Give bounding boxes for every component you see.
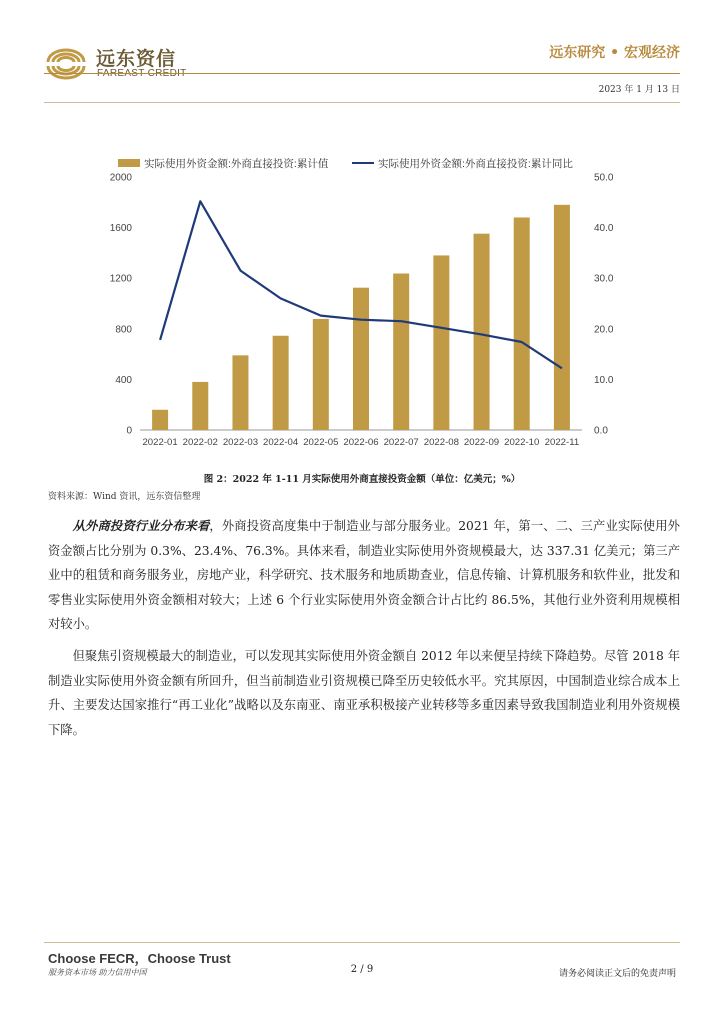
x-tick-label: 2022-02 [182,437,218,448]
y-left-tick-label: 2000 [109,172,132,184]
footer-slogan: 服务资本市场 助力信用中国 [48,968,147,977]
x-tick-label: 2022-11 [544,437,580,448]
y-left-tick-label: 1200 [109,273,132,285]
legend-label-line: 实际使用外资金额:外商直接投资:累计同比 [378,158,573,170]
figure-source: 资料来源：Wind 资讯，远东资信整理 [48,492,201,502]
figure-caption: 图 2：2022 年 1-11 月实际使用外商直接投资金额（单位：亿美元；%） [203,474,521,485]
section-title: 远东研究 • 宏观经济 [549,45,680,61]
bar-2022-04 [273,336,289,430]
paragraph-2: 但聚焦引资规模最大的制造业，可以发现其实际使用外资金额自 2012 年以来便呈持续下降趋势。尽管 2018 年制造业实际使用外资金额有所回升，但当前制造业引资规模已降至历史较低水平。究其原因，中国制造业综合成本上升、主要发达国家推行“再工业化”战略以及东南亚、南亚承积极接产业转移等多重因素导致我国制造业利用外资规模下降。 [48,649,680,737]
logo-cn-text: 远东资信 [96,48,177,70]
x-tick-label: 2022-03 [222,437,259,448]
footer-brand: Choose FECR，Choose Trust [48,951,231,966]
paragraph-1 [48,514,680,637]
x-tick-label: 2022-07 [383,437,419,448]
x-tick-label: 2022-01 [142,437,178,448]
y-right-tick-label: 30.0 [594,273,614,285]
header-divider [44,73,680,74]
bar-2022-10 [514,217,530,430]
x-tick-label: 2022-09 [463,437,500,448]
bar-2022-02 [192,382,208,430]
x-tick-label: 2022-08 [423,437,459,448]
footer-disclaimer: 请务必阅读正文后的免责声明 [558,969,676,979]
bar-2022-06 [353,288,369,430]
bar-2022-03 [232,355,248,430]
y-right-tick-label: 50.0 [594,172,614,184]
y-right-tick-label: 10.0 [594,374,614,386]
y-left-tick-label: 800 [115,324,132,336]
y-right-tick-label: 40.0 [594,223,614,235]
fareast-logo-icon [44,40,88,84]
x-tick-label: 2022-06 [343,437,379,448]
bar-2022-08 [433,255,449,430]
x-tick-label: 2022-10 [504,437,540,448]
bar-2022-05 [313,319,329,430]
x-tick-label: 2022-04 [263,437,299,448]
page-number: 2 / 9 [350,964,374,975]
fdi-chart [90,150,630,460]
company-logo [44,40,204,84]
paragraph-1-text: ，外商投资高度集中于制造业与部分服务业。2021 年，第一、二、三产业实际使用外资金额占比分别为 0.3%、23.4%、76.3%。具体来看，制造业实际使用外资规模最大，达 337.31 亿美元；第三产业中的租赁和商务服务业，房地产业，科学研究、技术服务和地质勘查业，信息传输、计算机服务和软件业，批发和零售业实际使用外资金额相对较大；上述 6 个行业实际使用外资金额合计占比约 86.5%，其他行业外资利用规模相对较小。 [48,519,680,631]
bar-2022-09 [474,234,490,430]
y-right-tick-label: 20.0 [594,324,614,336]
y-left-tick-label: 400 [115,374,132,386]
header-divider-thin [44,102,680,103]
y-left-tick-label: 1600 [109,223,132,235]
footer-divider [44,942,680,943]
legend-label-bar: 实际使用外资金额:外商直接投资:累计值 [144,158,329,170]
report-date: 2023 年 1 月 13 日 [598,85,680,95]
bar-2022-11 [554,205,570,430]
bar-2022-07 [393,274,409,430]
paragraph-1-lead: 从外商投资行业分布来看 [72,518,210,533]
x-tick-label: 2022-05 [303,437,339,448]
legend-swatch-bar [118,159,140,167]
y-left-tick-label: 0 [126,425,132,437]
y-right-tick-label: 0.0 [594,425,608,437]
bar-2022-01 [152,410,168,430]
